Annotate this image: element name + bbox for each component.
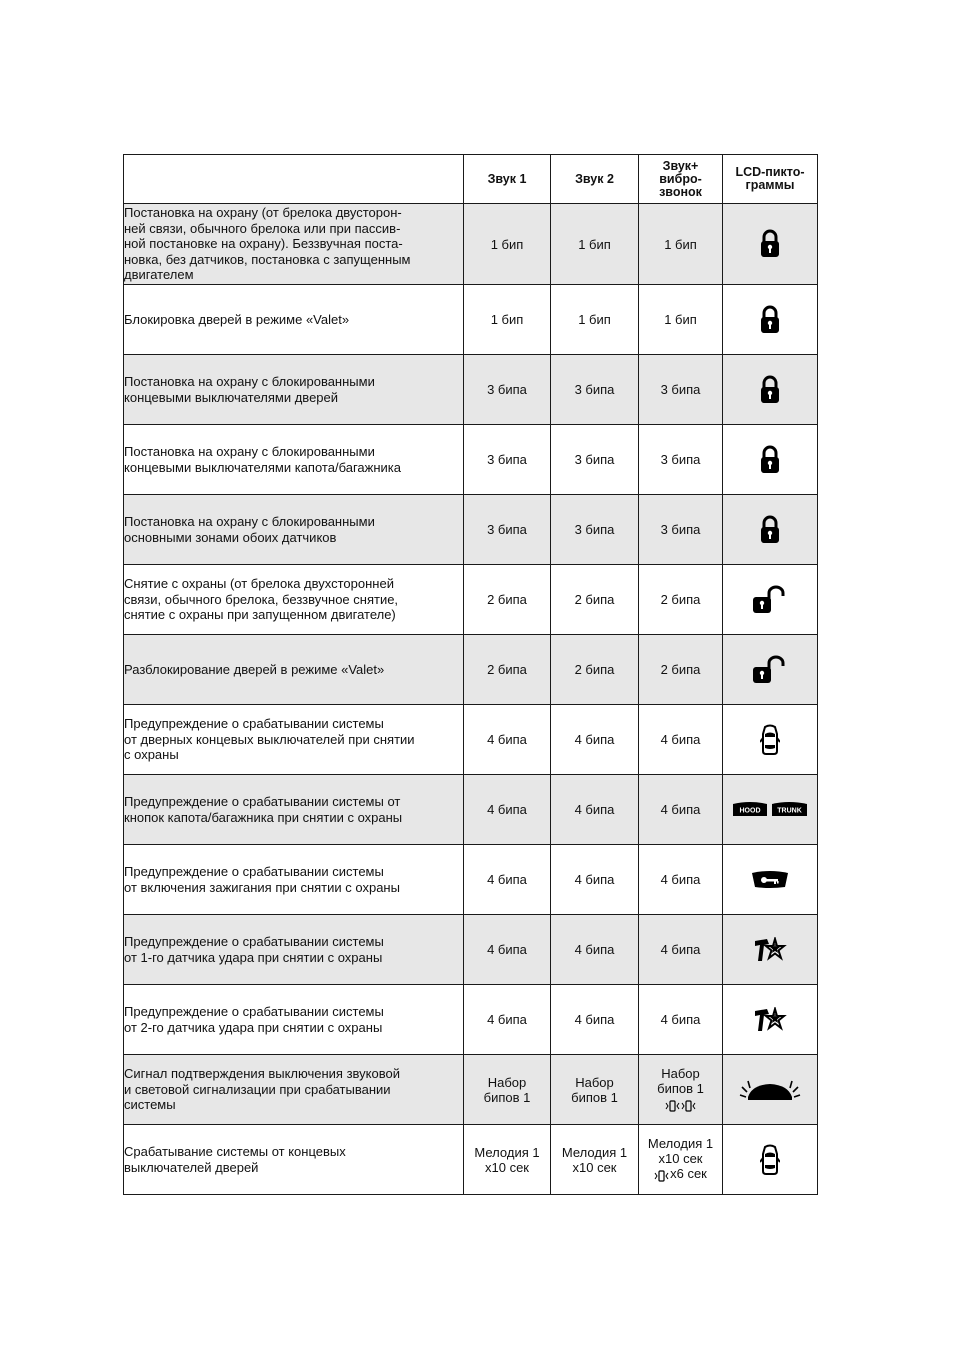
row-sound-vibro: 4 бипа xyxy=(639,845,723,915)
header-sound-vibro: Звук+ вибро- звонок xyxy=(639,155,723,204)
table-row xyxy=(124,285,818,355)
row-sound2: Набор бипов 1 xyxy=(551,1055,639,1125)
row-sound1: 4 бипа xyxy=(464,915,551,985)
vibration-line xyxy=(639,1166,722,1182)
row-lcd-icon-cell xyxy=(723,355,818,425)
vibration-line xyxy=(639,1096,722,1112)
row-description: Предупреждение о срабатывании системы от дверных концевых выключателей при снятии с охраны xyxy=(124,705,464,775)
table-row xyxy=(124,355,818,425)
row-sound1: 3 бипа xyxy=(464,495,551,565)
row-description: Предупреждение о срабатывании системы от включения зажигания при снятии с охраны xyxy=(124,845,464,915)
row-description: Предупреждение о срабатывании системы от 2-го датчика удара при снятии с охраны xyxy=(124,985,464,1055)
shock-sensor-icon xyxy=(753,941,787,958)
table-row xyxy=(124,635,818,705)
row-sound1: 4 бипа xyxy=(464,845,551,915)
row-description: Постановка на охрану с блокированными концевыми выключателями капота/багажника xyxy=(124,425,464,495)
lock-closed-icon xyxy=(759,521,781,538)
row-sound-vibro xyxy=(639,1055,723,1125)
hood-trunk-icon xyxy=(732,801,808,818)
row-sound-vibro: 1 бип xyxy=(639,285,723,355)
row-sound1: 1 бип xyxy=(464,285,551,355)
lock-closed-icon xyxy=(759,451,781,468)
ignition-key-icon xyxy=(750,871,790,888)
row-sound-vibro: 2 бипа xyxy=(639,635,723,705)
row-sound-vibro: 3 бипа xyxy=(639,495,723,565)
row-lcd-icon-cell xyxy=(723,565,818,635)
table-row xyxy=(124,1125,818,1195)
lock-open-icon xyxy=(752,661,788,678)
row-sound2: 4 бипа xyxy=(551,705,639,775)
row-description: Снятие с охраны (от брелока двухсторонней связи, обычного брелока, беззвучное снятие, снятие с охраны при запущенном двигателе) xyxy=(124,565,464,635)
row-sound2: 2 бипа xyxy=(551,565,639,635)
header-lcd-icons: LCD-пикто- граммы xyxy=(723,155,818,204)
row-sound1: 2 бипа xyxy=(464,565,551,635)
row-sound-vibro: 2 бипа xyxy=(639,565,723,635)
row-lcd-icon-cell xyxy=(723,915,818,985)
row-sound2: 1 бип xyxy=(551,285,639,355)
row-description: Срабатывание системы от концевых выключателей дверей xyxy=(124,1125,464,1195)
row-sound2: Мелодия 1 х10 сек xyxy=(551,1125,639,1195)
row-sound-vibro: 4 бипа xyxy=(639,915,723,985)
row-sound1: 1 бип xyxy=(464,204,551,285)
row-lcd-icon-cell xyxy=(723,635,818,705)
row-sound1: 2 бипа xyxy=(464,635,551,705)
table-row xyxy=(124,915,818,985)
row-description: Постановка на охрану с блокированными основными зонами обоих датчиков xyxy=(124,495,464,565)
signals-table xyxy=(123,154,818,1195)
row-sound1: Мелодия 1 х10 сек xyxy=(464,1125,551,1195)
table-row xyxy=(124,775,818,845)
table-row xyxy=(124,565,818,635)
row-sound2: 3 бипа xyxy=(551,355,639,425)
table-row xyxy=(124,204,818,285)
row-sound2: 2 бипа xyxy=(551,635,639,705)
row-sound2: 3 бипа xyxy=(551,495,639,565)
row-sound-vibro: 4 бипа xyxy=(639,775,723,845)
row-sound1: 4 бипа xyxy=(464,985,551,1055)
row-description: Разблокирование дверей в режиме «Valet» xyxy=(124,635,464,705)
row-description: Постановка на охрану с блокированными концевыми выключателями дверей xyxy=(124,355,464,425)
row-sound2: 4 бипа xyxy=(551,985,639,1055)
row-sound2: 4 бипа xyxy=(551,775,639,845)
lock-closed-icon xyxy=(759,381,781,398)
car-flashing-icon xyxy=(738,1081,802,1098)
row-lcd-icon-cell xyxy=(723,204,818,285)
lock-closed-icon xyxy=(759,311,781,328)
row-sound1: 3 бипа xyxy=(464,355,551,425)
vibro-value: Набор бипов 1 xyxy=(657,1066,704,1097)
header-row xyxy=(124,155,818,204)
table-row xyxy=(124,495,818,565)
row-sound-vibro: 3 бипа xyxy=(639,425,723,495)
row-sound1: 3 бипа xyxy=(464,425,551,495)
vibration-icon xyxy=(654,1167,670,1183)
svg-text:TRUNK: TRUNK xyxy=(777,807,802,815)
table-row xyxy=(124,985,818,1055)
row-description: Блокировка дверей в режиме «Valet» xyxy=(124,285,464,355)
row-lcd-icon-cell xyxy=(723,1125,818,1195)
row-lcd-icon-cell xyxy=(723,705,818,775)
row-lcd-icon-cell xyxy=(723,985,818,1055)
vibro-extra: х6 сек xyxy=(670,1166,707,1182)
header-sound2: Звук 2 xyxy=(551,155,639,204)
table-row xyxy=(124,1055,818,1125)
lock-closed-icon xyxy=(759,235,781,252)
row-sound-vibro xyxy=(639,1125,723,1195)
vibro-value: Мелодия 1 х10 сек xyxy=(647,1136,714,1167)
row-sound1: 4 бипа xyxy=(464,705,551,775)
row-lcd-icon-cell xyxy=(723,425,818,495)
row-sound2: 4 бипа xyxy=(551,915,639,985)
row-description: Предупреждение о срабатывании системы от 1-го датчика удара при снятии с охраны xyxy=(124,915,464,985)
header-description xyxy=(124,155,464,204)
row-sound1: 4 бипа xyxy=(464,775,551,845)
table-row xyxy=(124,705,818,775)
shock-sensor-icon xyxy=(753,1011,787,1028)
row-lcd-icon-cell xyxy=(723,285,818,355)
vibration-icon xyxy=(665,1097,697,1113)
svg-text:HOOD: HOOD xyxy=(739,807,761,815)
lock-open-icon xyxy=(752,591,788,608)
row-lcd-icon-cell xyxy=(723,775,818,845)
row-lcd-icon-cell xyxy=(723,1055,818,1125)
row-sound-vibro: 4 бипа xyxy=(639,985,723,1055)
row-sound-vibro: 4 бипа xyxy=(639,705,723,775)
row-sound1: Набор бипов 1 xyxy=(464,1055,551,1125)
row-sound-vibro: 1 бип xyxy=(639,204,723,285)
row-sound-vibro: 3 бипа xyxy=(639,355,723,425)
row-lcd-icon-cell xyxy=(723,845,818,915)
row-description: Постановка на охрану (от брелока двусторон- ней связи, обычного брелока или при пассив- ной постановке на охрану). Беззвучная поста- новка, без датчиков, постановка с запущенным двигателем xyxy=(124,204,464,285)
car-doors-icon xyxy=(760,731,780,748)
row-lcd-icon-cell xyxy=(723,495,818,565)
row-description: Предупреждение о срабатывании системы от кнопок капота/багажника при снятии с охраны xyxy=(124,775,464,845)
row-sound2: 3 бипа xyxy=(551,425,639,495)
row-sound2: 4 бипа xyxy=(551,845,639,915)
table-row xyxy=(124,845,818,915)
row-sound2: 1 бип xyxy=(551,204,639,285)
header-sound1: Звук 1 xyxy=(464,155,551,204)
row-description: Сигнал подтверждения выключения звуковой и световой сигнализации при срабатывании системы xyxy=(124,1055,464,1125)
table-row xyxy=(124,425,818,495)
car-doors-icon xyxy=(760,1151,780,1168)
